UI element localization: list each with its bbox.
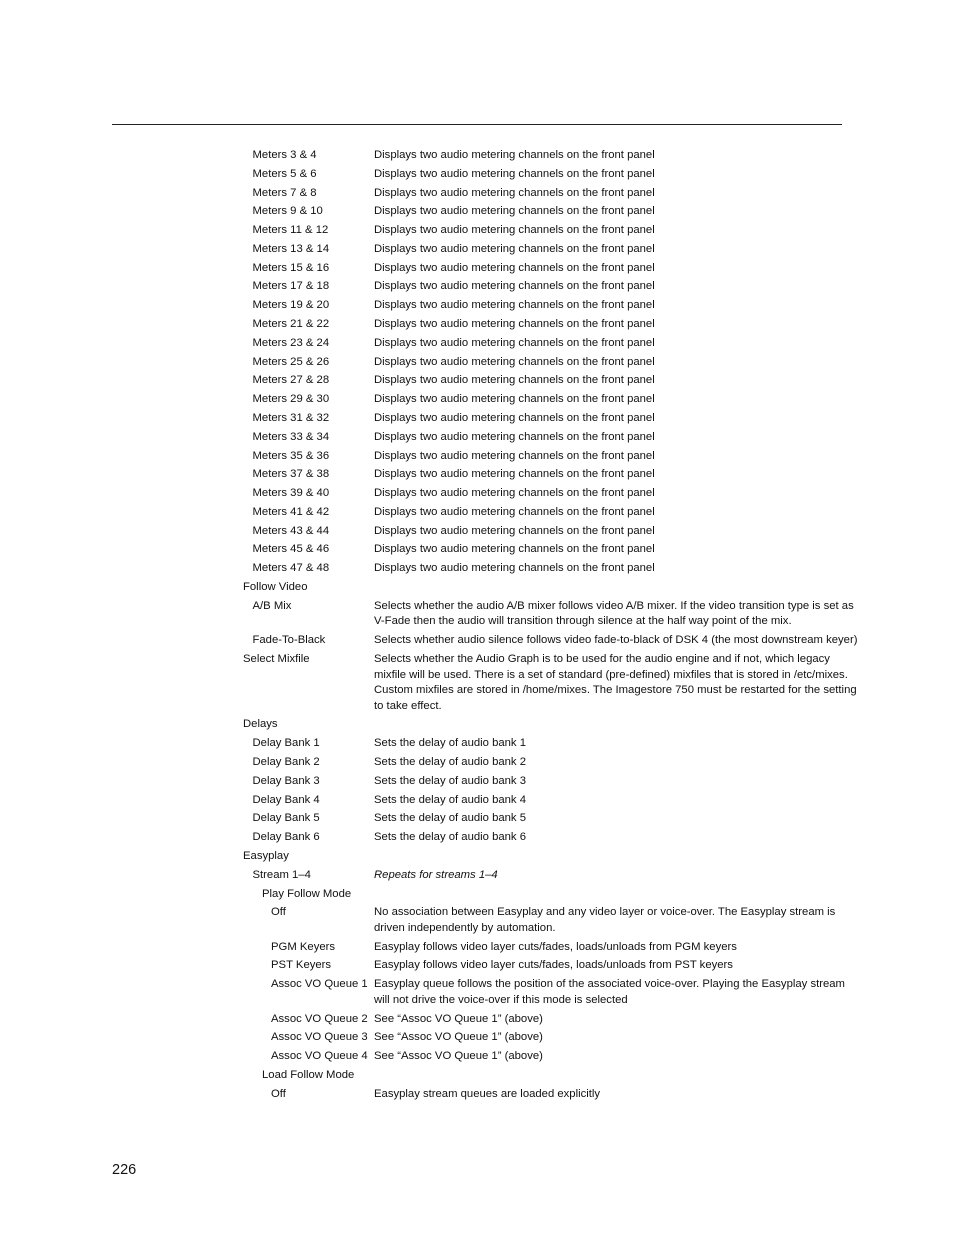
row-description: Displays two audio metering channels on the front panel xyxy=(374,299,655,312)
row-term: A/B Mix xyxy=(252,599,292,612)
row-term: Assoc VO Queue 4 xyxy=(271,1050,368,1063)
row-description: Displays two audio metering channels on the front panel xyxy=(374,468,655,481)
row-term: Off xyxy=(271,1087,286,1100)
table-row xyxy=(243,717,858,733)
row-description: Sets the delay of audio bank 3 xyxy=(374,774,526,787)
row-description: Displays two audio metering channels on the front panel xyxy=(374,261,655,274)
row-description: Repeats for streams 1–4 xyxy=(374,868,498,881)
row-term: Delay Bank 1 xyxy=(252,737,320,750)
row-term: Meters 41 & 42 xyxy=(252,505,330,518)
row-description: Displays two audio metering channels on the front panel xyxy=(374,411,655,424)
page-number: 226 xyxy=(112,1162,137,1178)
row-term: Select Mixfile xyxy=(243,652,310,665)
table-row xyxy=(243,1030,858,1046)
row-description: Sets the delay of audio bank 5 xyxy=(374,812,526,825)
row-description: Sets the delay of audio bank 6 xyxy=(374,831,526,844)
row-term: Meters 31 & 32 xyxy=(252,411,330,424)
row-term: Meters 7 & 8 xyxy=(252,186,317,199)
table-row xyxy=(243,242,858,258)
row-description: Easyplay stream queues are loaded explicitly xyxy=(374,1087,601,1100)
row-term: Meters 35 & 36 xyxy=(252,449,330,462)
row-description: See “Assoc VO Queue 1” (above) xyxy=(374,1050,543,1063)
row-term: Meters 9 & 10 xyxy=(252,205,323,218)
table-row xyxy=(243,887,858,903)
row-term: PST Keyers xyxy=(271,959,332,972)
row-term: Meters 47 & 48 xyxy=(252,562,330,575)
row-description: See “Assoc VO Queue 1” (above) xyxy=(374,1012,543,1025)
row-term: Meters 25 & 26 xyxy=(252,355,330,368)
row-description: No association between Easyplay and any video layer or voice-over. The Easyplay stream is driven independently by automation. xyxy=(374,906,836,934)
table-row xyxy=(243,167,858,183)
table-row xyxy=(243,561,858,577)
row-term: Meters 29 & 30 xyxy=(252,393,330,406)
table-row xyxy=(243,186,858,202)
row-description: Displays two audio metering channels on the front panel xyxy=(374,487,655,500)
row-description: Displays two audio metering channels on the front panel xyxy=(374,430,655,443)
row-description: Displays two audio metering channels on the front panel xyxy=(374,543,655,556)
table-row xyxy=(243,1012,858,1028)
row-term: Delay Bank 6 xyxy=(252,831,320,844)
row-description: Displays two audio metering channels on the front panel xyxy=(374,524,655,537)
table-row xyxy=(243,298,858,314)
row-term: Fade-To-Black xyxy=(252,634,326,647)
row-description: Displays two audio metering channels on the front panel xyxy=(374,355,655,368)
table-row xyxy=(243,430,858,446)
row-term: Meters 33 & 34 xyxy=(252,430,330,443)
table-row xyxy=(243,633,858,649)
row-description: Displays two audio metering channels on the front panel xyxy=(374,393,655,406)
row-term: Meters 39 & 40 xyxy=(252,487,330,500)
table-row xyxy=(243,392,858,408)
row-term: Assoc VO Queue 1 xyxy=(271,978,368,991)
table-row xyxy=(243,1087,858,1103)
table-row xyxy=(243,868,858,884)
row-description: Displays two audio metering channels on the front panel xyxy=(374,449,655,462)
table-row xyxy=(243,411,858,427)
row-term: Stream 1–4 xyxy=(252,868,311,881)
table-row xyxy=(243,652,858,714)
row-description: Displays two audio metering channels on the front panel xyxy=(374,336,655,349)
table-row xyxy=(243,204,858,220)
row-description xyxy=(374,849,858,865)
row-term: Meters 3 & 4 xyxy=(252,149,317,161)
table-row xyxy=(243,793,858,809)
row-term: Meters 13 & 14 xyxy=(252,242,330,255)
row-term: Play Follow Mode xyxy=(262,887,352,900)
row-description: Easyplay queue follows the position of the associated voice-over. Playing the Easyplay stream will not drive the voice-over if this mode is selected xyxy=(374,978,845,1006)
row-description: Selects whether the audio A/B mixer follows video A/B mixer. If the video transition type is set as V-Fade then the audio will transition through silence at the half way point of the mix. xyxy=(374,599,854,628)
row-description: Sets the delay of audio bank 4 xyxy=(374,793,526,806)
row-description: Easyplay follows video layer cuts/fades, loads/unloads from PST keyers xyxy=(374,959,733,972)
row-description: Displays two audio metering channels on the front panel xyxy=(374,224,655,237)
row-term: Meters 5 & 6 xyxy=(252,167,317,180)
table-row xyxy=(243,373,858,389)
table-row xyxy=(243,580,858,596)
table-row xyxy=(243,261,858,277)
table-row xyxy=(243,467,858,483)
row-term: Delays xyxy=(243,718,278,731)
row-term: Assoc VO Queue 3 xyxy=(271,1031,368,1044)
table-row xyxy=(243,977,858,1008)
table-row xyxy=(243,449,858,465)
table-row xyxy=(243,811,858,827)
table-row xyxy=(243,774,858,790)
table-row xyxy=(243,148,858,164)
row-description: Selects whether audio silence follows video fade-to-black of DSK 4 (the most downstream keyer) xyxy=(374,634,858,647)
table-row xyxy=(243,755,858,771)
table-row xyxy=(243,223,858,239)
row-description: Displays two audio metering channels on the front panel xyxy=(374,205,655,218)
table-row xyxy=(243,542,858,558)
table-row xyxy=(243,830,858,846)
table-row xyxy=(243,1049,858,1065)
row-description: See “Assoc VO Queue 1” (above) xyxy=(374,1031,543,1044)
row-term: Meters 19 & 20 xyxy=(252,299,330,312)
row-term: Load Follow Mode xyxy=(262,1068,355,1081)
row-term: Follow Video xyxy=(243,580,308,593)
row-term: Meters 15 & 16 xyxy=(252,261,330,274)
row-term: Delay Bank 5 xyxy=(252,812,320,825)
row-description: Sets the delay of audio bank 1 xyxy=(374,737,526,750)
header-rule xyxy=(112,124,842,125)
row-term: Delay Bank 4 xyxy=(252,793,320,806)
row-description: Displays two audio metering channels on the front panel xyxy=(374,505,655,518)
table-row xyxy=(243,279,858,295)
table-row xyxy=(243,317,858,333)
row-description xyxy=(374,717,858,733)
row-description xyxy=(374,1068,858,1084)
row-description: Sets the delay of audio bank 2 xyxy=(374,756,526,769)
table-row xyxy=(243,486,858,502)
table-row xyxy=(243,599,858,630)
row-term: Meters 17 & 18 xyxy=(252,280,330,293)
row-term: Off xyxy=(271,906,286,919)
table-row xyxy=(243,505,858,521)
row-term: Meters 23 & 24 xyxy=(252,336,330,349)
row-term: Assoc VO Queue 2 xyxy=(271,1012,368,1025)
row-term: Delay Bank 2 xyxy=(252,756,320,769)
row-description: Displays two audio metering channels on the front panel xyxy=(374,318,655,331)
row-description: Displays two audio metering channels on the front panel xyxy=(374,280,655,293)
row-term: Meters 45 & 46 xyxy=(252,543,330,556)
row-term: Delay Bank 3 xyxy=(252,774,320,787)
table-row xyxy=(243,849,858,865)
definition-table xyxy=(243,148,858,1106)
row-description: Easyplay follows video layer cuts/fades, loads/unloads from PGM keyers xyxy=(374,940,737,953)
row-description: Displays two audio metering channels on the front panel xyxy=(374,242,655,255)
row-description: Selects whether the Audio Graph is to be used for the audio engine and if not, which legacy mixfile will be used. There is a set of standard (pre-defined) mixfiles that is stored in /etc/mixes. Custom mixfiles are stored in /home/mixes. The Imagestore 750 must be restarted for the setting to take effect. xyxy=(374,652,857,712)
table-row xyxy=(243,336,858,352)
table-row xyxy=(243,958,858,974)
row-term: Meters 43 & 44 xyxy=(252,524,330,537)
row-description: Displays two audio metering channels on the front panel xyxy=(374,167,655,180)
row-term: PGM Keyers xyxy=(271,940,336,953)
table-row xyxy=(243,940,858,956)
table-row xyxy=(243,736,858,752)
row-description: Displays two audio metering channels on the front panel xyxy=(374,149,655,161)
row-term: Easyplay xyxy=(243,849,289,862)
row-description: Displays two audio metering channels on the front panel xyxy=(374,562,655,575)
table-row xyxy=(243,524,858,540)
table-row xyxy=(243,355,858,371)
table-row xyxy=(243,905,858,936)
row-term: Meters 27 & 28 xyxy=(252,374,330,387)
row-description xyxy=(374,580,858,596)
row-description: Displays two audio metering channels on the front panel xyxy=(374,374,655,387)
row-description xyxy=(374,887,858,903)
row-description: Displays two audio metering channels on the front panel xyxy=(374,186,655,199)
row-term: Meters 11 & 12 xyxy=(252,224,329,237)
table-row xyxy=(243,1068,858,1084)
row-term: Meters 37 & 38 xyxy=(252,468,330,481)
row-term: Meters 21 & 22 xyxy=(252,318,330,331)
